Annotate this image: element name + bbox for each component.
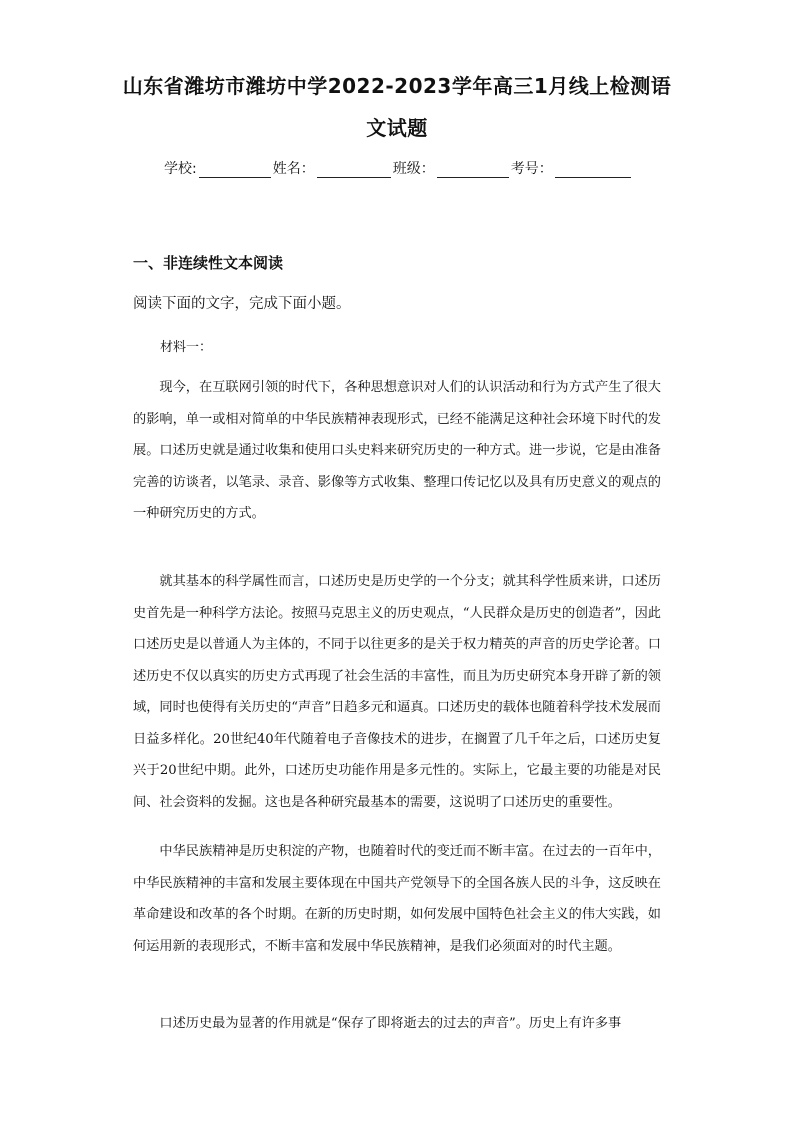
school-blank[interactable] xyxy=(199,161,271,178)
paragraph-2: 就其基本的科学属性而言，口述历史是历史学的一个分支；就其科学性质来讲，口述历史首先是一种科学方法论。按照马克思主义的历史观点，“人民群众是历史的创造者”，因此口述历史是以普通人为主体的，不同于以往更多的是关于权力精英的声音的历史学论著。口述历史不仅以真实的历史方式再现了社会生活的丰富性，而且为历史研究本身开辟了新的领域，同时也使得有关历史的“声音”日趋多元和逼真。口述历史的载体也随着科学技术发展而日益多样化。20世纪40年代随着电子音像技术的进步，在搁置了几千年之后，口述历史复兴于20世纪中期。此外，口述历史功能作用是多元性的。实际上，它最主要的功能是对民间、社会资料的发掘。这也是各种研究最基本的需要，这说明了口述历史的重要性。 xyxy=(133,574,661,810)
paragraph-4: 口述历史最为显著的作用就是“保存了即将逝去的过去的声音”。历史上有许多事 xyxy=(159,1016,622,1031)
document-title-line-1: 山东省潍坊市潍坊中学2022-2023学年高三1月线上检测语 xyxy=(122,74,672,98)
name-blank[interactable] xyxy=(317,161,391,178)
school-label: 学校: xyxy=(164,161,197,177)
name-label: 姓名： xyxy=(272,161,315,177)
student-info-row xyxy=(164,158,633,178)
exam-number-blank[interactable] xyxy=(555,161,631,178)
exam-number-label: 考号： xyxy=(510,161,553,177)
class-blank[interactable] xyxy=(437,161,509,178)
material-label: 材料一： xyxy=(160,340,213,355)
section-heading: 一、非连续性文本阅读 xyxy=(133,254,284,272)
paragraph-1: 现今，在互联网引领的时代下，各种思想意识对人们的认识活动和行为方式产生了很大的影响，单一或相对简单的中华民族精神表现形式，已经不能满足这种社会环境下时代的发展。口述历史就是通过收集和使用口头史料来研究历史的一种方式。进一步说，它是由准备完善的访谈者，以笔录、录音、影像等方式收集、整理口传记忆以及具有历史意义的观点的一种研究历史的方式。 xyxy=(133,380,661,521)
class-label: 班级： xyxy=(392,161,435,177)
paragraph-3: 中华民族精神是历史积淀的产物，也随着时代的变迁而不断丰富。在过去的一百年中，中华民族精神的丰富和发展主要体现在中国共产党领导下的全国各族人民的斗争，这反映在革命建设和改革的各个时期。在新的历史时期，如何发展中国特色社会主义的伟大实践，如何运用新的表现形式，不断丰富和发展中华民族精神，是我们必须面对的时代主题。 xyxy=(133,844,661,954)
reading-instruction: 阅读下面的文字，完成下面小题。 xyxy=(133,296,351,312)
document-title-line-2: 文试题 xyxy=(366,116,428,140)
